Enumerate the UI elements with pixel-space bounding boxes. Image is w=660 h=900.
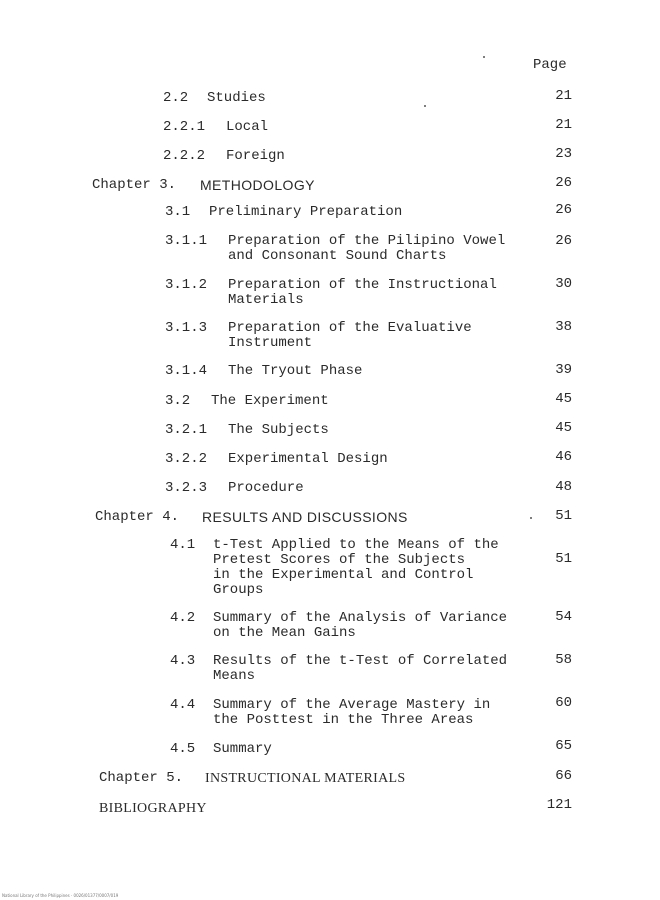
toc-entry-number: 3.1.2 bbox=[165, 277, 208, 293]
toc-entry-title: BIBLIOGRAPHY bbox=[99, 801, 207, 816]
toc-entry-page: 51 bbox=[555, 508, 572, 524]
toc-entry-title: The Experiment bbox=[211, 393, 329, 409]
toc-entry-title: Experimental Design bbox=[228, 451, 388, 467]
toc-entry-number: 2.2.2 bbox=[163, 148, 206, 164]
toc-entry-page: 58 bbox=[555, 652, 572, 668]
toc-entry-title: RESULTS AND DISCUSSIONS bbox=[202, 509, 408, 525]
scan-credit-footer: National Library of the Philippines · 0026/01377/0007/019 bbox=[2, 893, 119, 898]
toc-entry-page: 60 bbox=[555, 695, 572, 711]
toc-entry-page: 66 bbox=[555, 768, 572, 784]
toc-entry-title-line: on the Mean Gains bbox=[213, 625, 356, 641]
toc-entry-page: 48 bbox=[555, 479, 572, 495]
toc-entry-title-line: Summary of the Average Mastery in bbox=[213, 697, 491, 713]
page-column-header: Page bbox=[533, 57, 567, 73]
toc-entry-number: 4.2 bbox=[170, 610, 196, 626]
toc-entry-number: 4.5 bbox=[170, 741, 196, 757]
toc-entry-number: Chapter 5. bbox=[99, 770, 184, 786]
toc-entry-number: 3.1.1 bbox=[165, 233, 208, 249]
toc-entry-title: The Tryout Phase bbox=[228, 363, 363, 379]
toc-entry-number: Chapter 4. bbox=[95, 509, 180, 525]
toc-entry-number: 3.2 bbox=[165, 393, 191, 409]
toc-entry-page: 65 bbox=[555, 738, 572, 754]
toc-entry-title-line: Groups bbox=[213, 582, 264, 598]
toc-entry-page: 45 bbox=[555, 391, 572, 407]
toc-entry-title: METHODOLOGY bbox=[200, 177, 315, 193]
toc-entry-title: Foreign bbox=[226, 148, 285, 164]
toc-entry-page: 39 bbox=[555, 362, 572, 378]
toc-entry-title: INSTRUCTIONAL MATERIALS bbox=[205, 771, 406, 786]
toc-entry-page: 45 bbox=[555, 420, 572, 436]
toc-entry-title-line: in the Experimental and Control bbox=[213, 567, 474, 583]
scan-speck bbox=[530, 517, 532, 519]
toc-entry-number: 3.1.3 bbox=[165, 320, 208, 336]
toc-entry-title-line: Preparation of the Evaluative bbox=[228, 320, 472, 336]
toc-entry-title-line: Preparation of the Pilipino Vowel bbox=[228, 233, 506, 249]
toc-entry-number: 4.3 bbox=[170, 653, 196, 669]
toc-entry-title: Summary bbox=[213, 741, 272, 757]
toc-entry-title-line: Means bbox=[213, 668, 256, 684]
toc-entry-page: 54 bbox=[555, 609, 572, 625]
toc-entry-page: 21 bbox=[555, 117, 572, 133]
toc-entry-title-line: Results of the t-Test of Correlated bbox=[213, 653, 508, 669]
toc-entry-title: The Subjects bbox=[228, 422, 329, 438]
toc-entry-title-line: Summary of the Analysis of Variance bbox=[213, 610, 508, 626]
toc-entry-number: 4.4 bbox=[170, 697, 196, 713]
toc-entry-title-line: Preparation of the Instructional bbox=[228, 277, 497, 293]
scan-speck bbox=[483, 56, 485, 58]
toc-entry-page: 38 bbox=[555, 319, 572, 335]
toc-entry-title: Studies bbox=[207, 90, 266, 106]
toc-entry-page: 121 bbox=[546, 797, 572, 813]
scan-speck bbox=[424, 105, 426, 107]
toc-entry-title-line: Instrument bbox=[228, 335, 313, 351]
toc-entry-number: Chapter 3. bbox=[92, 177, 177, 193]
toc-entry-page: 26 bbox=[555, 202, 572, 218]
toc-entry-title: Preliminary Preparation bbox=[209, 204, 403, 220]
toc-entry-page: 30 bbox=[555, 276, 572, 292]
toc-entry-title: Local bbox=[226, 119, 269, 135]
toc-entry-number: 3.2.1 bbox=[165, 422, 208, 438]
toc-entry-title-line: the Posttest in the Three Areas bbox=[213, 712, 474, 728]
toc-entry-title: Procedure bbox=[228, 480, 304, 496]
toc-entry-title-line: t-Test Applied to the Means of the bbox=[213, 537, 499, 553]
toc-entry-page: 21 bbox=[555, 88, 572, 104]
toc-entry-page: 26 bbox=[555, 175, 572, 191]
toc-entry-number: 2.2 bbox=[163, 90, 189, 106]
toc-entry-page: 23 bbox=[555, 146, 572, 162]
toc-entry-title-line: Pretest Scores of the Subjects bbox=[213, 552, 466, 568]
toc-entry-title-line: and Consonant Sound Charts bbox=[228, 248, 447, 264]
toc-entry-number: 2.2.1 bbox=[163, 119, 206, 135]
toc-entry-number: 4.1 bbox=[170, 537, 196, 553]
toc-entry-number: 3.1.4 bbox=[165, 363, 208, 379]
toc-entry-page: 46 bbox=[555, 449, 572, 465]
toc-entry-page: 26 bbox=[555, 233, 572, 249]
toc-entry-number: 3.1 bbox=[165, 204, 191, 220]
toc-entry-number: 3.2.3 bbox=[165, 480, 208, 496]
toc-entry-title-line: Materials bbox=[228, 292, 304, 308]
toc-entry-page: 51 bbox=[555, 551, 572, 567]
toc-entry-number: 3.2.2 bbox=[165, 451, 208, 467]
